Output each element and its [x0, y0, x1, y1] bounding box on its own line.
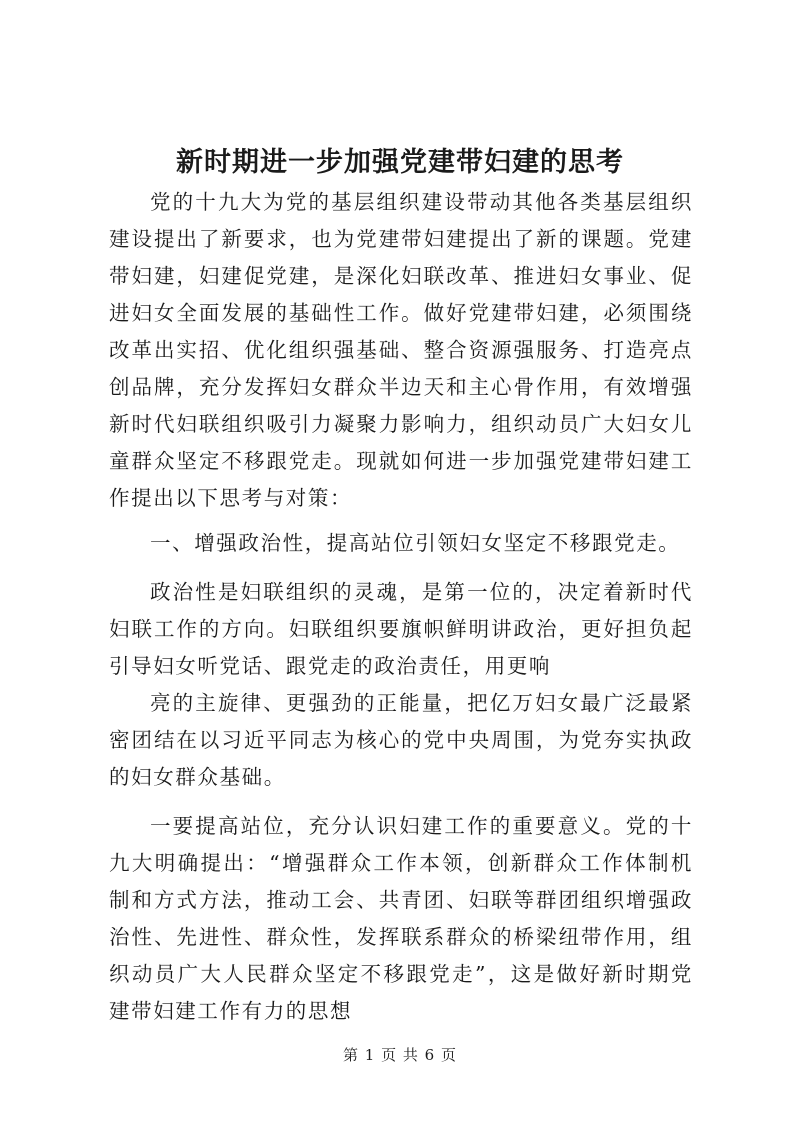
paragraph-raise-standing: 一要提高站位，充分认识妇建工作的重要意义。党的十九大明确提出：“增强群众工作本领，创新群众工作体制机制和方式方法，推动工会、共青团、妇联等群团组织增强政治性、先进性、群众性，发挥联系群众的桥梁纽带作用，组织动员广大人民群众坚定不移跟党走”，这是做好新时期党建带妇建工作有力的思想	[109, 814, 693, 1023]
paragraph-political: 政治性是妇联组织的灵魂，是第一位的，决定着新时代妇联工作的方向。妇联组织要旗帜鲜明讲政治，更好担负起引导妇女听党话、跟党走的政治责任，用更响	[109, 580, 693, 678]
paragraph-political-continued: 亮的主旋律、更强劲的正能量，把亿万妇女最广泛最紧密团结在以习近平同志为核心的党中央周围，为党夯实执政的妇女群众基础。	[109, 691, 693, 789]
section-heading-1: 一、增强政治性，提高站位引领妇女坚定不移跟党走。	[150, 531, 681, 555]
paragraph-intro: 党的十九大为党的基层组织建设带动其他各类基层组织建设提出了新要求，也为党建带妇建提出了新的课题。党建带妇建，妇建促党建，是深化妇联改革、推进妇女事业、促进妇女全面发展的基础性工作。做好党建带妇建，必须围绕改革出实招、优化组织强基础、整合资源强服务、打造亮点创品牌，充分发挥妇女群众半边天和主心骨作用，有效增强新时代妇联组织吸引力凝聚力影响力，组织动员广大妇女儿童群众坚定不移跟党走。现就如何进一步加强党建带妇建工作提出以下思考与对策：	[109, 190, 693, 510]
page-number-footer: 第 1 页 共 6 页	[343, 1046, 457, 1064]
document-body	[109, 184, 693, 1038]
document-title: 新时期进一步加强党建带妇建的思考	[176, 147, 624, 178]
